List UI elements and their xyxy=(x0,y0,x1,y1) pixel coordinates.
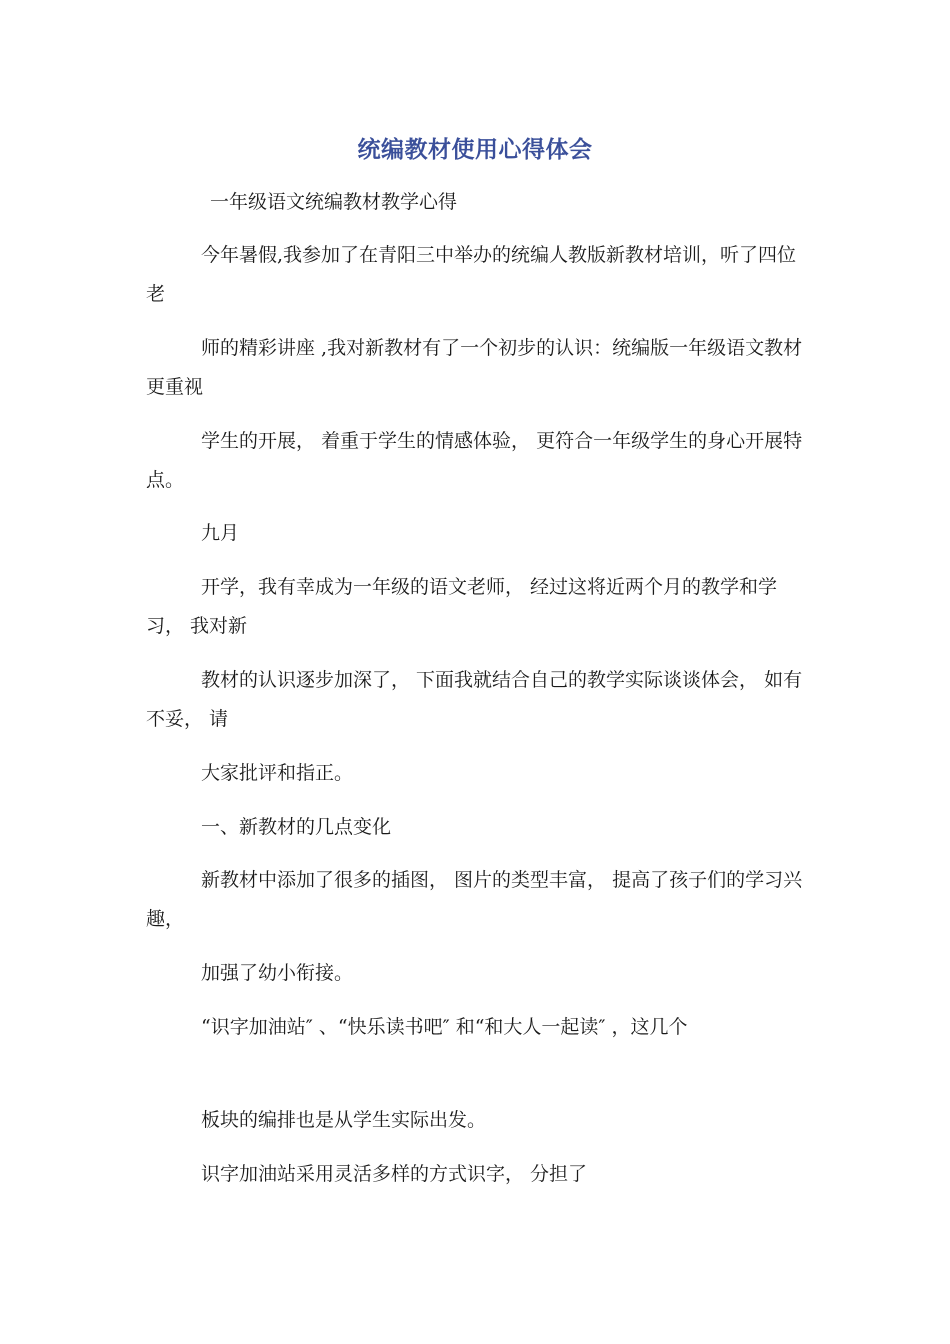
paragraph-4: 九月 xyxy=(201,522,240,544)
paragraph-6: 教材的认识逐步加深了， 下面我就结合自己的教学实际谈谈体会， 如有不妥， 请 xyxy=(146,669,803,730)
paragraph-8: 一、新教材的几点变化 xyxy=(201,816,392,838)
paragraph-1: 今年暑假,我参加了在青阳三中举办的统编人教版新教材培训，听了四位老 xyxy=(146,244,797,305)
document-title: 统编教材使用心得体会 xyxy=(357,137,593,163)
paragraph-2: 师的精彩讲座 ,我对新教材有了一个初步的认识：统编版一年级语文教材更重视 xyxy=(146,337,803,398)
paragraph-11: “识字加油站″ 、“快乐读书吧″ 和“和大人一起读″ ，这几个 xyxy=(201,1016,688,1038)
paragraph-9: 新教材中添加了很多的插图， 图片的类型丰富， 提高了孩子们的学习兴趣， xyxy=(146,869,803,930)
paragraph-10: 加强了幼小衔接。 xyxy=(201,962,354,984)
document-subtitle: 一年级语文统编教材教学心得 xyxy=(210,191,458,213)
paragraph-5: 开学，我有幸成为一年级的语文老师， 经过这将近两个月的教学和学习， 我对新 xyxy=(146,576,778,637)
paragraph-13: 识字加油站采用灵活多样的方式识字， 分担了 xyxy=(201,1163,588,1185)
paragraph-3: 学生的开展， 着重于学生的情感体验， 更符合一年级学生的身心开展特点。 xyxy=(146,430,803,491)
paragraph-7: 大家批评和指正。 xyxy=(201,762,354,784)
paragraph-12: 板块的编排也是从学生实际出发。 xyxy=(201,1109,487,1131)
